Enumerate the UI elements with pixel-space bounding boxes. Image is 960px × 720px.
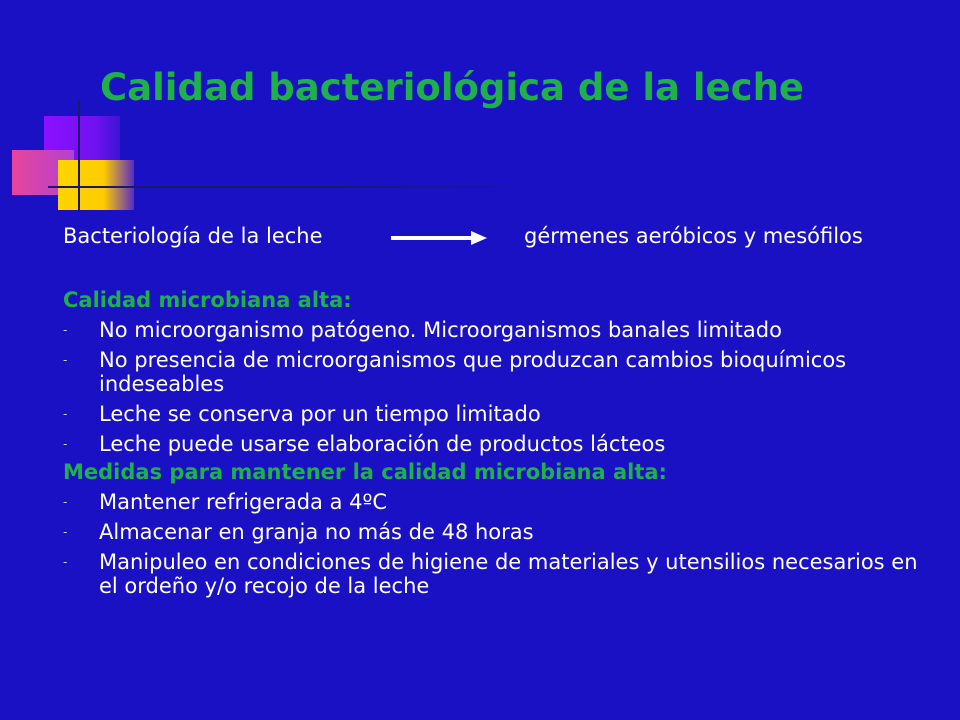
intro-right-text: gérmenes aeróbicos y mesófilos xyxy=(524,224,863,248)
bullet-dash: - xyxy=(63,407,68,421)
list-item xyxy=(63,490,923,514)
measures-list xyxy=(63,490,923,598)
yellow-square xyxy=(58,160,134,210)
bullet-dash: - xyxy=(63,353,68,367)
bullet-dash: - xyxy=(63,437,68,451)
intro-left-text: Bacteriología de la leche xyxy=(63,224,323,248)
bullet-dash: - xyxy=(63,525,68,539)
bullet-dash: - xyxy=(63,555,68,569)
right-arrow-icon xyxy=(391,230,487,246)
list-item-text: Mantener refrigerada a 4ºC xyxy=(99,490,388,514)
list-item-text: No presencia de microorganismos que produzcan cambios bioquímicos indeseables xyxy=(99,348,847,396)
list-item-text: Leche se conserva por un tiempo limitado xyxy=(99,402,541,426)
list-item xyxy=(63,402,923,426)
list-item-text: Manipuleo en condiciones de higiene de materiales y utensilios necesarios en el ordeño y/o recojo de la leche xyxy=(99,550,918,598)
list-item-text: Almacenar en granja no más de 48 horas xyxy=(99,520,534,544)
bullet-dash: - xyxy=(63,323,68,337)
vertical-rule xyxy=(78,100,80,212)
intro-line xyxy=(63,224,923,254)
horizontal-rule xyxy=(48,186,534,188)
section-heading-measures: Medidas para mantener la calidad microbiana alta: xyxy=(63,460,667,484)
list-item-text: Leche puede usarse elaboración de productos lácteos xyxy=(99,432,666,456)
slide-body xyxy=(63,224,923,598)
slide-title: Calidad bacteriológica de la leche xyxy=(100,66,805,109)
list-item xyxy=(63,348,923,396)
section-heading-quality: Calidad microbiana alta: xyxy=(63,288,352,312)
bullet-dash: - xyxy=(63,495,68,509)
list-item xyxy=(63,520,923,544)
list-item xyxy=(63,318,923,342)
list-item xyxy=(63,432,923,456)
list-item xyxy=(63,550,923,598)
quality-list xyxy=(63,318,923,456)
list-item-text: No microorganismo patógeno. Microorganismos banales limitado xyxy=(99,318,782,342)
